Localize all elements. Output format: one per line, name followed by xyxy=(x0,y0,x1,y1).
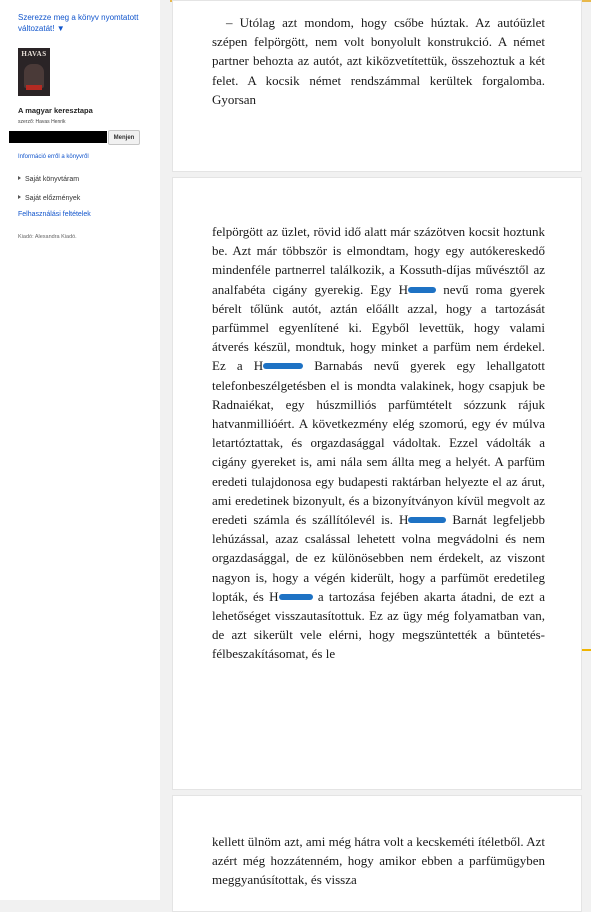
my-library-label: Saját könyvtáram xyxy=(25,176,80,183)
redaction-mark xyxy=(408,517,446,523)
book-page xyxy=(172,177,582,790)
cover-stripe xyxy=(26,85,42,90)
scroll-position-marker xyxy=(582,649,591,651)
expand-triangle-icon xyxy=(18,176,21,180)
page-text-segment: felpörgött az üzlet, rövid idő alatt már százötven kocsit hoztunk be. Azt már többször is elmondtam, hogy egy autókereskedő mindenféle partnerrel találkozik, a Kossuth-díjas művésztől az analfabéta cigány gyerekig. Egy H xyxy=(212,224,545,297)
page-text xyxy=(212,222,545,664)
cover-title: HAVAS xyxy=(21,50,47,58)
page-text: kellett ülnöm azt, ami még hátra volt a kecskeméti ítéletből. Azt azért még hozzátenném, hogy amikor ebben a parfümügyben meggyanúsítottak, és vissza xyxy=(212,834,545,888)
buy-print-link[interactable]: Szerezze meg a könyv nyomtatott változatát! ▼ xyxy=(18,13,139,33)
book-title: A magyar keresztapa xyxy=(18,106,93,115)
about-book-link[interactable]: Információ erről a könyvről xyxy=(18,154,89,160)
book-page xyxy=(172,795,582,912)
search-in-book-input[interactable] xyxy=(9,131,107,143)
page-text-segment: Barnát legfeljebb lehúzással, azaz csalással lehetett volna megvádolni és nem orgazdasággal, de ez különösebben nem érdekelt, az viszont nagyon is, hogy a végén kiderült, hogy a parfümöt eredetileg lopták, és H xyxy=(212,512,545,604)
my-library-item[interactable] xyxy=(18,176,79,183)
page-text-segment: a tartozása fejében akarta átadni, de ezt a lehetőséget visszautasítottuk. Ez az ügy még folyamatban van, de azt sikerült vele elérni, hogy megszüntették a büntetés-félbeszakításomat, és le xyxy=(212,588,546,662)
terms-of-use-link[interactable]: Felhasználási feltételek xyxy=(18,211,91,218)
book-page xyxy=(172,0,582,172)
expand-triangle-icon xyxy=(18,195,21,199)
my-history-item[interactable] xyxy=(18,195,80,202)
page-text-segment: nevű roma gyerek bérelt tőlünk autót, aztán előállt azzal, hogy a tartozását parfümmel egyenlítené ki. Egyből levettük, hogy valami átverés készül, mondtuk, hogy minket a parfüm nem érdekel. Ez a H xyxy=(212,281,545,374)
page-text: – Utólag azt mondom, hogy csőbe húztak. Az autóüzlet szépen felpörgött, nem volt bonyolult konstrukció. A német partner behozta az autót, azt kiközvetítettük, összehoztuk a két felet. A kocsik német rendszámmal kerültek forgalomba. Gyorsan xyxy=(212,15,545,107)
search-go-button[interactable]: Menjen xyxy=(108,130,140,145)
redaction-mark xyxy=(279,594,313,600)
book-cover-thumbnail[interactable] xyxy=(18,48,50,96)
page-text-segment: Barnabás nevű gyerek egy lehallgatott telefonbeszélgetésben el is mondta valakinek, hogy csapjuk be Radnaiékat, egy húszmilliós parfümtételt sózzunk rájuk hatvanmillióért. A következmény elég szomorú, egy év múlva letartóztattak, és orgazdasággal vádoltak. Ezzel vádolták a cigány gyereket is, ami nála sem állta meg a helyét. A parfüm eredeti tulajdonosa egy budapesti raktárban helyezte el az árut, ami eredetinek bizonyult, és a bizonyítványon kívül megvolt az eredeti számla és szállítólevél is. H xyxy=(212,358,545,528)
book-author: szerző: Havas Henrik xyxy=(18,119,66,125)
publisher-info: Kiadó: Alexandra Kiadó. xyxy=(18,234,77,240)
redaction-mark xyxy=(263,363,303,369)
sidebar xyxy=(0,0,160,900)
my-history-label: Saját előzmények xyxy=(25,195,81,202)
redaction-mark xyxy=(408,287,436,293)
